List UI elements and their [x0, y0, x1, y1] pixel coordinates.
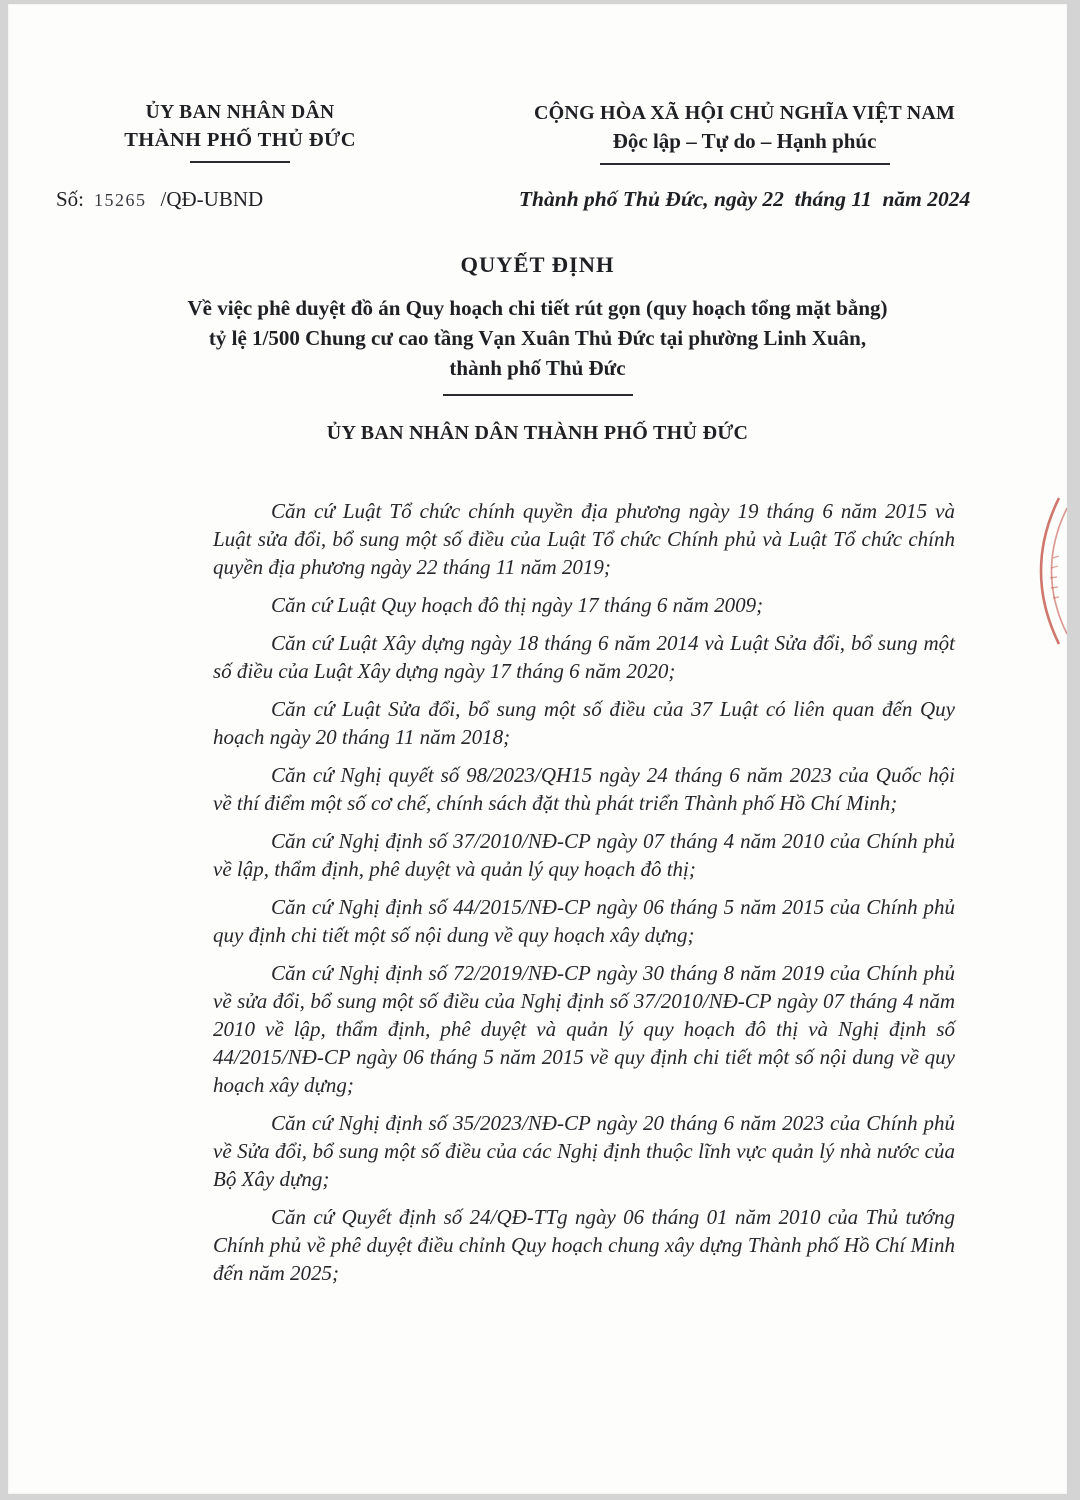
decision-heading: QUYẾT ĐỊNH — [460, 252, 615, 277]
authority-name-line2: THÀNH PHỐ THỦ ĐỨC — [124, 129, 356, 151]
title-underline — [443, 394, 633, 396]
document-page — [8, 4, 1067, 1494]
place-and-date-line: Thành phố Thủ Đức, ngày 22 tháng 11 năm 2024 — [518, 187, 971, 211]
document-number-line — [38, 187, 442, 212]
can-cu-paragraph: Căn cứ Luật Tổ chức chính quyền địa phương ngày 19 tháng 6 năm 2015 và Luật sửa đổi, bổ sung một số điều của Luật Tổ chức Chính phủ và Luật Tổ chức chính quyền địa phương ngày 22 tháng 11 năm 2019; — [213, 499, 955, 579]
can-cu-paragraph: Căn cứ Nghị định số 35/2023/NĐ-CP ngày 20 tháng 6 năm 2023 của Chính phủ về Sửa đổi, bổ sung một số điều của các Nghị định thuộc lĩnh vực quản lý nhà nước của Bộ Xây dựng; — [213, 1111, 955, 1191]
can-cu-paragraph: Căn cứ Nghị quyết số 98/2023/QH15 ngày 24 tháng 6 năm 2023 của Quốc hội về thí điểm một số cơ chế, chính sách đặt thù phát triển Thành phố Hồ Chí Minh; — [213, 763, 955, 815]
doc-number-value: 15265 — [94, 190, 147, 210]
can-cu-paragraph: Căn cứ Nghị định số 44/2015/NĐ-CP ngày 06 tháng 5 năm 2015 của Chính phủ quy định chi tiết một số nội dung về quy hoạch xây dựng; — [213, 895, 955, 947]
motto-underline — [600, 163, 890, 165]
can-cu-paragraph: Căn cứ Luật Quy hoạch đô thị ngày 17 tháng 6 năm 2009; — [271, 593, 764, 617]
doc-number-suffix: /QĐ-UBND — [160, 187, 264, 211]
can-cu-paragraph: Căn cứ Luật Xây dựng ngày 18 tháng 6 năm 2014 và Luật Sửa đổi, bổ sung một số điều của Luật Xây dựng ngày 17 tháng 6 năm 2020; — [213, 631, 955, 683]
partial-red-seal-icon — [1015, 496, 1067, 646]
republic-motto: Độc lập – Tự do – Hạnh phúc — [612, 129, 877, 153]
document-header — [8, 102, 1067, 212]
national-motto-block — [442, 102, 1067, 212]
republic-title: CỘNG HÒA XÃ HỘI CHỦ NGHĨA VIỆT NAM — [534, 102, 956, 124]
can-cu-paragraph: Căn cứ Nghị định số 37/2010/NĐ-CP ngày 07 tháng 4 năm 2010 của Chính phủ về lập, thẩm định, phê duyệt và quản lý quy hoạch đô thị; — [213, 829, 955, 881]
can-cu-paragraph: Căn cứ Quyết định số 24/QĐ-TTg ngày 06 tháng 01 năm 2010 của Thủ tướng Chính phủ về phê duyệt điều chỉnh Quy hoạch chung xây dựng Thành phố Hồ Chí Minh đến năm 2025; — [213, 1205, 955, 1285]
can-cu-paragraph: Căn cứ Luật Sửa đổi, bổ sung một số điều của 37 Luật có liên quan đến Quy hoạch ngày 20 tháng 11 năm 2018; — [213, 697, 955, 749]
authority-underline — [190, 161, 290, 163]
can-cu-paragraph: Căn cứ Nghị định số 72/2019/NĐ-CP ngày 30 tháng 8 năm 2019 của Chính phủ về sửa đổi, bổ sung một số điều của Nghị định số 37/2010/NĐ-CP ngày 07 tháng 4 năm 2010 về lập, thẩm định, phê duyệt và quản lý quy hoạch đô thị và Nghị định số 44/2015/NĐ-CP ngày 06 tháng 5 năm 2015 về quy định chi tiết một số nội dung về quy hoạch xây dựng; — [213, 961, 955, 1097]
issuing-authority-block — [8, 102, 442, 212]
issuer-heading: ỦY BAN NHÂN DÂN THÀNH PHỐ THỦ ĐỨC — [326, 422, 749, 444]
decision-subject: Về việc phê duyệt đồ án Quy hoạch chi tiết rút gọn (quy hoạch tổng mặt bằng) tỷ lệ 1/500 Chung cư cao tầng Vạn Xuân Thủ Đức tại phường Linh Xuân, thành phố Thủ Đức — [187, 296, 888, 380]
title-block — [8, 252, 1067, 445]
legal-basis-section — [213, 497, 955, 1287]
doc-number-label: Số: — [56, 187, 85, 211]
authority-name-line1: ỦY BAN NHÂN DÂN — [145, 102, 335, 123]
